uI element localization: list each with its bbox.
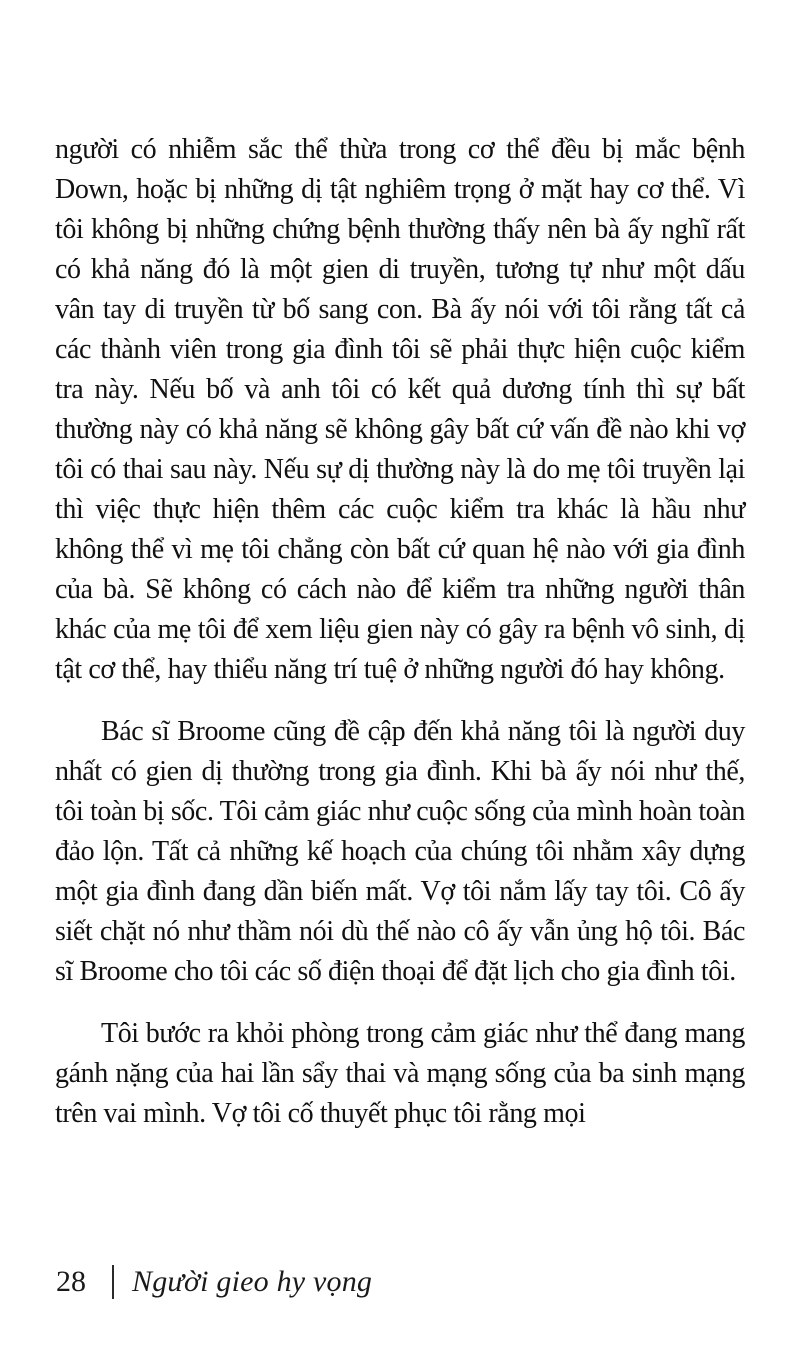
paragraph-continuation: người có nhiễm sắc thể thừa trong cơ thể đều bị mắc bệnh Down, hoặc bị những dị tật nghiêm trọng ở mặt hay cơ thể. Vì tôi không bị những chứng bệnh thường thấy nên bà ấy nghĩ rất có khả năng đó là một gien di truyền, tương tự như một dấu vân tay di truyền từ bố sang con. Bà ấy nói với tôi rằng tất cả các thành viên trong gia đình tôi sẽ phải thực hiện cuộc kiểm tra này. Nếu bố và anh tôi có kết quả dương tính thì sự bất thường này có khả năng sẽ không gây bất cứ vấn đề nào khi vợ tôi có thai sau này. Nếu sự dị thường này là do mẹ tôi truyền lại thì việc thực hiện thêm các cuộc kiểm tra khác là hầu như không thể vì mẹ tôi chẳng còn bất cứ quan hệ nào với gia đình của bà. Sẽ không có cách nào để kiểm tra những người thân khác của mẹ tôi để xem liệu gien này có gây ra bệnh vô sinh, dị tật cơ thể, hay thiểu năng trí tuệ ở những người đó hay không. <box>55 134 745 685</box>
page-footer <box>56 1262 372 1302</box>
paragraph: Tôi bước ra khỏi phòng trong cảm giác như thể đang mang gánh nặng của hai lần sẩy thai và mạng sống của ba sinh mạng trên vai mình. Vợ tôi cố thuyết phục tôi rằng mọi <box>55 1018 745 1129</box>
body-text <box>55 130 745 1156</box>
page-number: 28 <box>56 1265 86 1298</box>
paragraph: Bác sĩ Broome cũng đề cập đến khả năng tôi là người duy nhất có gien dị thường trong gia đình. Khi bà ấy nói như thế, tôi toàn bị sốc. Tôi cảm giác như cuộc sống của mình hoàn toàn đảo lộn. Tất cả những kế hoạch của chúng tôi nhằm xây dựng một gia đình đang dần biến mất. Vợ tôi nắm lấy tay tôi. Cô ấy siết chặt nó như thầm nói dù thế nào cô ấy vẫn ủng hộ tôi. Bác sĩ Broome cho tôi các số điện thoại để đặt lịch cho gia đình tôi. <box>55 716 745 987</box>
footer-divider <box>112 1265 114 1299</box>
book-title: Người gieo hy vọng <box>132 1265 373 1298</box>
